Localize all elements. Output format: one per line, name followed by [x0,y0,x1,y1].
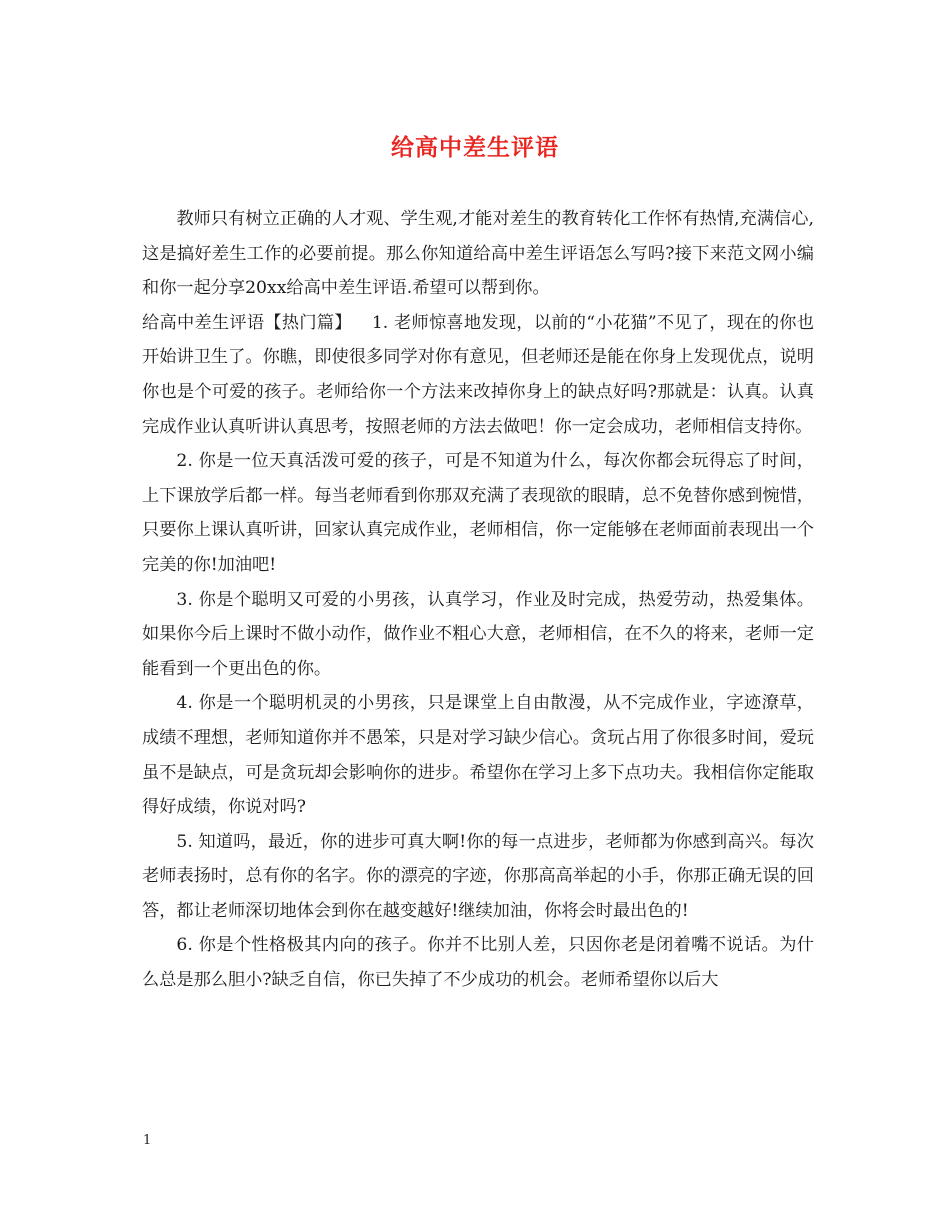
comment-item-3: 3. 你是个聪明又可爱的小男孩，认真学习，作业及时完成，热爱劳动，热爱集体。如果你今后上课时不做小动作，做作业不粗心大意，老师相信，在不久的将来，老师一定能看到一个更出色的你。 [142,589,814,679]
document-title: 给高中差生评语 [391,134,559,161]
comment-item-5: 5. 知道吗，最近，你的进步可真大啊!你的每一点进步，老师都为你感到高兴。每次老师表扬时，总有你的名字。你的漂亮的字迹，你那高高举起的小手，你那正确无误的回答，都让老师深切地体会到你在越变越好!继续加油，你将会时最出色的! [142,831,814,921]
section-paragraph [142,306,814,444]
document-body [142,202,814,998]
comment-item-6: 6. 你是个性格极其内向的孩子。你并不比别人差，只因你老是闭着嘴不说话。为什么总是那么胆小?缺乏自信，你已失掉了不少成功的机会。老师希望你以后大 [142,935,814,991]
comment-item-1: 1. 老师惊喜地发现，以前的“小花猫”不见了，现在的你也开始讲卫生了。你瞧，即使很多同学对你有意见，但老师还是能在你身上发现优点，说明你也是个可爱的孩子。老师给你一个方法来改掉你身上的缺点好吗?那就是：认真。认真完成作业认真听讲认真思考，按照老师的方法去做吧！你一定会成功，老师相信支持你。 [142,312,814,437]
comment-item-4: 4. 你是一个聪明机灵的小男孩，只是课堂上自由散漫，从不完成作业，字迹潦草，成绩不理想，老师知道你并不愚笨，只是对学习缺少信心。贪玩占用了你很多时间，爱玩虽不是缺点，可是贪玩却会影响你的进步。希望你在学习上多下点功夫。我相信你定能取得好成绩，你说对吗? [142,693,814,818]
section-heading: 给高中差生评语【热门篇】 [142,312,352,333]
comment-item-2: 2. 你是一位天真活泼可爱的孩子，可是不知道为什么，每次你都会玩得忘了时间，上下课放学后都一样。每当老师看到你那双充满了表现欲的眼睛，总不免替你感到惋惜，只要你上课认真听讲，回家认真完成作业，老师相信，你一定能够在老师面前表现出一个完美的你!加油吧! [142,451,814,575]
intro-paragraph: 教师只有树立正确的人才观、学生观,才能对差生的教育转化工作怀有热情,充满信心,这是搞好差生工作的必要前提。那么你知道给高中差生评语怎么写吗?接下来范文网小编和你一起分享20xx给高中差生评语.希望可以帮到你。 [142,209,814,299]
page-number: 1 [143,1133,152,1148]
